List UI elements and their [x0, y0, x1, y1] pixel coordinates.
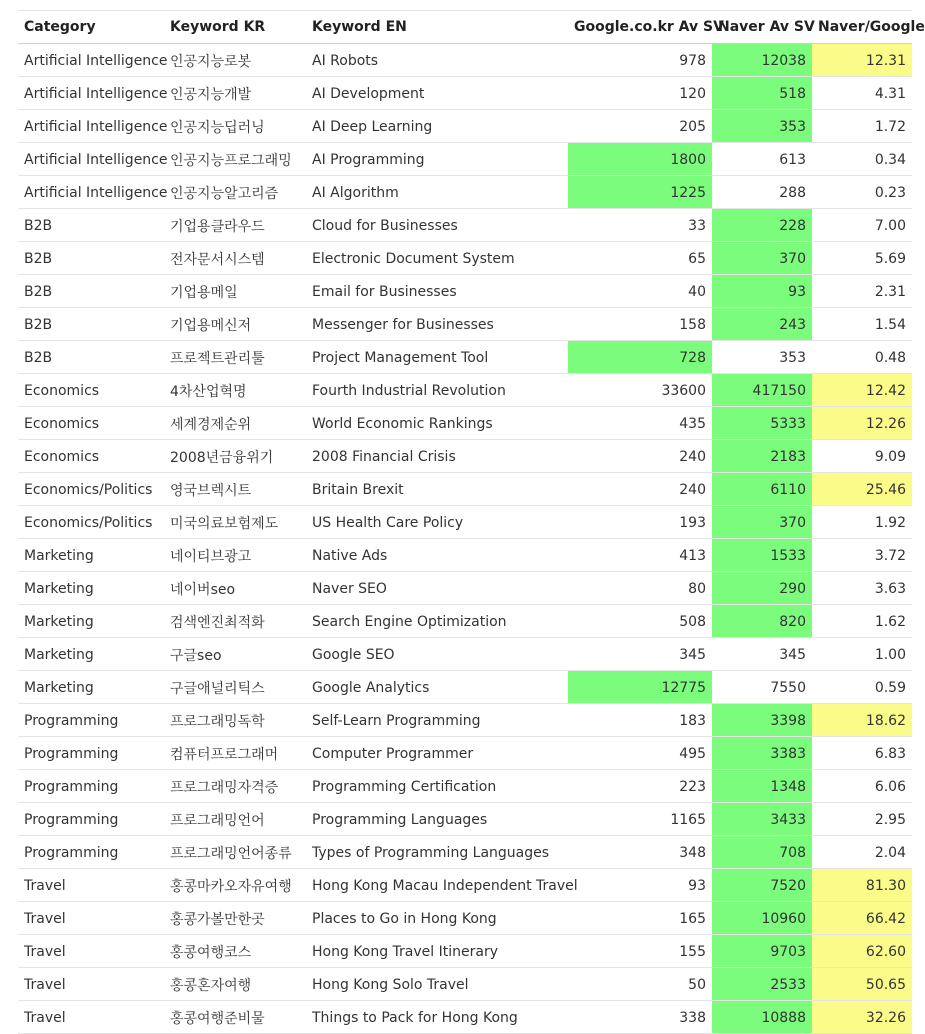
- cell-naver-sv: 10888: [712, 1001, 812, 1034]
- cell-category: Travel: [18, 902, 164, 935]
- table-row: [18, 935, 912, 968]
- cell-ratio: 12.42: [812, 374, 912, 407]
- cell-category: Marketing: [18, 539, 164, 572]
- cell-keyword-kr: 2008년금융위기: [164, 440, 306, 473]
- cell-naver-sv: 5333: [712, 407, 812, 440]
- cell-category: Artificial Intelligence: [18, 44, 164, 77]
- cell-ratio: 6.83: [812, 737, 912, 770]
- cell-google-sv: 12775: [568, 671, 712, 704]
- cell-keyword-en: AI Programming: [306, 143, 568, 176]
- cell-google-sv: 80: [568, 572, 712, 605]
- cell-keyword-kr: 영국브렉시트: [164, 473, 306, 506]
- cell-google-sv: 1165: [568, 803, 712, 836]
- cell-keyword-en: Hong Kong Macau Independent Travel: [306, 869, 568, 902]
- cell-category: Programming: [18, 836, 164, 869]
- cell-category: Marketing: [18, 605, 164, 638]
- keyword-table: [18, 10, 925, 1034]
- table-row: [18, 407, 912, 440]
- cell-ratio: 3.72: [812, 539, 912, 572]
- cell-naver-sv: 6110: [712, 473, 812, 506]
- cell-keyword-en: Programming Certification: [306, 770, 568, 803]
- table-row: [18, 209, 912, 242]
- cell-keyword-kr: 프로젝트관리툴: [164, 341, 306, 374]
- table-row: [18, 770, 912, 803]
- cell-keyword-kr: 인공지능프로그래밍: [164, 143, 306, 176]
- cell-category: Artificial Intelligence: [18, 110, 164, 143]
- cell-category: Travel: [18, 935, 164, 968]
- cell-keyword-en: Computer Programmer: [306, 737, 568, 770]
- cell-ratio: 1.72: [812, 110, 912, 143]
- cell-keyword-en: Naver SEO: [306, 572, 568, 605]
- cell-ratio: 50.65: [812, 968, 912, 1001]
- cell-keyword-kr: 프로그래밍언어종류: [164, 836, 306, 869]
- cell-keyword-kr: 홍콩여행코스: [164, 935, 306, 968]
- table-row: [18, 473, 912, 506]
- cell-google-sv: 413: [568, 539, 712, 572]
- cell-keyword-en: Hong Kong Solo Travel: [306, 968, 568, 1001]
- cell-ratio: 1.54: [812, 308, 912, 341]
- cell-ratio: 18.62: [812, 704, 912, 737]
- cell-naver-sv: 708: [712, 836, 812, 869]
- cell-naver-sv: 613: [712, 143, 812, 176]
- cell-google-sv: 193: [568, 506, 712, 539]
- cell-google-sv: 978: [568, 44, 712, 77]
- cell-keyword-en: Email for Businesses: [306, 275, 568, 308]
- cell-category: B2B: [18, 209, 164, 242]
- cell-keyword-kr: 기업용클라우드: [164, 209, 306, 242]
- cell-ratio: 1.92: [812, 506, 912, 539]
- cell-keyword-en: Places to Go in Hong Kong: [306, 902, 568, 935]
- cell-google-sv: 33600: [568, 374, 712, 407]
- cell-naver-sv: 7520: [712, 869, 812, 902]
- cell-keyword-kr: 구글seo: [164, 638, 306, 671]
- cell-google-sv: 50: [568, 968, 712, 1001]
- cell-category: B2B: [18, 308, 164, 341]
- cell-keyword-en: Programming Languages: [306, 803, 568, 836]
- cell-naver-sv: 3383: [712, 737, 812, 770]
- cell-category: Economics: [18, 440, 164, 473]
- cell-naver-sv: 518: [712, 77, 812, 110]
- table-row: [18, 506, 912, 539]
- cell-category: Programming: [18, 737, 164, 770]
- cell-category: Travel: [18, 1001, 164, 1034]
- cell-naver-sv: 345: [712, 638, 812, 671]
- table-row: [18, 572, 912, 605]
- cell-naver-sv: 2183: [712, 440, 812, 473]
- cell-google-sv: 205: [568, 110, 712, 143]
- cell-naver-sv: 243: [712, 308, 812, 341]
- cell-ratio: 0.48: [812, 341, 912, 374]
- cell-google-sv: 348: [568, 836, 712, 869]
- cell-keyword-en: Search Engine Optimization: [306, 605, 568, 638]
- table-row: [18, 374, 912, 407]
- cell-keyword-en: Britain Brexit: [306, 473, 568, 506]
- cell-category: Economics/Politics: [18, 473, 164, 506]
- cell-naver-sv: 290: [712, 572, 812, 605]
- cell-keyword-en: Self-Learn Programming: [306, 704, 568, 737]
- cell-ratio: 3.63: [812, 572, 912, 605]
- cell-keyword-en: AI Algorithm: [306, 176, 568, 209]
- cell-category: Travel: [18, 968, 164, 1001]
- cell-ratio: 25.46: [812, 473, 912, 506]
- cell-keyword-en: Project Management Tool: [306, 341, 568, 374]
- cell-google-sv: 223: [568, 770, 712, 803]
- cell-google-sv: 120: [568, 77, 712, 110]
- cell-keyword-en: AI Robots: [306, 44, 568, 77]
- cell-keyword-kr: 구글애널리틱스: [164, 671, 306, 704]
- table-row: [18, 275, 912, 308]
- cell-google-sv: 240: [568, 473, 712, 506]
- cell-keyword-kr: 홍콩마카오자유여행: [164, 869, 306, 902]
- cell-category: Artificial Intelligence: [18, 143, 164, 176]
- cell-category: Economics/Politics: [18, 506, 164, 539]
- cell-category: Programming: [18, 770, 164, 803]
- cell-google-sv: 158: [568, 308, 712, 341]
- cell-ratio: 32.26: [812, 1001, 912, 1034]
- cell-category: Marketing: [18, 572, 164, 605]
- cell-category: Artificial Intelligence: [18, 77, 164, 110]
- cell-naver-sv: 288: [712, 176, 812, 209]
- header-naver-sv: Naver Av SV: [712, 11, 812, 44]
- cell-category: Marketing: [18, 671, 164, 704]
- cell-keyword-kr: 검색엔진최적화: [164, 605, 306, 638]
- cell-ratio: 0.34: [812, 143, 912, 176]
- cell-naver-sv: 417150: [712, 374, 812, 407]
- cell-keyword-kr: 인공지능딥러닝: [164, 110, 306, 143]
- cell-ratio: 6.06: [812, 770, 912, 803]
- cell-keyword-en: Things to Pack for Hong Kong: [306, 1001, 568, 1034]
- cell-naver-sv: 2533: [712, 968, 812, 1001]
- cell-keyword-en: 2008 Financial Crisis: [306, 440, 568, 473]
- cell-ratio: 9.09: [812, 440, 912, 473]
- cell-keyword-kr: 미국의료보험제도: [164, 506, 306, 539]
- table-row: [18, 440, 912, 473]
- cell-keyword-en: Messenger for Businesses: [306, 308, 568, 341]
- cell-category: Economics: [18, 374, 164, 407]
- cell-category: Economics: [18, 407, 164, 440]
- table-row: [18, 902, 912, 935]
- cell-ratio: 12.26: [812, 407, 912, 440]
- cell-keyword-kr: 프로그래밍자격증: [164, 770, 306, 803]
- cell-naver-sv: 7550: [712, 671, 812, 704]
- cell-keyword-en: AI Deep Learning: [306, 110, 568, 143]
- cell-category: Programming: [18, 704, 164, 737]
- cell-ratio: 7.00: [812, 209, 912, 242]
- table-row: [18, 803, 912, 836]
- cell-naver-sv: 3398: [712, 704, 812, 737]
- cell-google-sv: 183: [568, 704, 712, 737]
- cell-keyword-kr: 세계경제순위: [164, 407, 306, 440]
- cell-google-sv: 65: [568, 242, 712, 275]
- cell-keyword-kr: 기업용메신저: [164, 308, 306, 341]
- cell-ratio: 4.31: [812, 77, 912, 110]
- cell-naver-sv: 3433: [712, 803, 812, 836]
- cell-naver-sv: 353: [712, 110, 812, 143]
- cell-ratio: 1.00: [812, 638, 912, 671]
- table-row: [18, 869, 912, 902]
- cell-category: B2B: [18, 275, 164, 308]
- table-row: [18, 77, 912, 110]
- cell-keyword-kr: 컴퓨터프로그래머: [164, 737, 306, 770]
- cell-google-sv: 1800: [568, 143, 712, 176]
- cell-keyword-kr: 인공지능개발: [164, 77, 306, 110]
- header-google-sv: Google.co.kr Av SV: [568, 11, 712, 44]
- cell-keyword-en: Google Analytics: [306, 671, 568, 704]
- cell-keyword-kr: 인공지능알고리즘: [164, 176, 306, 209]
- table-row: [18, 671, 912, 704]
- cell-ratio: 2.31: [812, 275, 912, 308]
- table-row: [18, 968, 912, 1001]
- cell-keyword-kr: 네이버seo: [164, 572, 306, 605]
- cell-keyword-en: Google SEO: [306, 638, 568, 671]
- table-row: [18, 638, 912, 671]
- cell-keyword-kr: 홍콩혼자여행: [164, 968, 306, 1001]
- cell-google-sv: 508: [568, 605, 712, 638]
- cell-keyword-en: Types of Programming Languages: [306, 836, 568, 869]
- table-row: [18, 539, 912, 572]
- cell-ratio: 2.04: [812, 836, 912, 869]
- header-keyword-kr: Keyword KR: [164, 11, 306, 44]
- cell-google-sv: 435: [568, 407, 712, 440]
- cell-ratio: 2.95: [812, 803, 912, 836]
- table-body: [18, 44, 912, 1034]
- cell-google-sv: 155: [568, 935, 712, 968]
- cell-keyword-en: US Health Care Policy: [306, 506, 568, 539]
- cell-ratio: 1.62: [812, 605, 912, 638]
- cell-keyword-kr: 홍콩가볼만한곳: [164, 902, 306, 935]
- cell-naver-sv: 1348: [712, 770, 812, 803]
- cell-keyword-kr: 인공지능로봇: [164, 44, 306, 77]
- table-row: [18, 143, 912, 176]
- cell-ratio: 62.60: [812, 935, 912, 968]
- cell-naver-sv: 353: [712, 341, 812, 374]
- cell-keyword-en: Electronic Document System: [306, 242, 568, 275]
- cell-naver-sv: 12038: [712, 44, 812, 77]
- cell-ratio: 0.59: [812, 671, 912, 704]
- table-row: [18, 341, 912, 374]
- cell-keyword-en: Cloud for Businesses: [306, 209, 568, 242]
- cell-keyword-en: World Economic Rankings: [306, 407, 568, 440]
- cell-naver-sv: 228: [712, 209, 812, 242]
- cell-keyword-kr: 홍콩여행준비물: [164, 1001, 306, 1034]
- table-row: [18, 1001, 912, 1034]
- table-row: [18, 836, 912, 869]
- table-header-row: [18, 11, 912, 44]
- table-row: [18, 110, 912, 143]
- cell-category: Programming: [18, 803, 164, 836]
- cell-keyword-kr: 프로그래밍언어: [164, 803, 306, 836]
- cell-keyword-kr: 프로그래밍독학: [164, 704, 306, 737]
- cell-naver-sv: 1533: [712, 539, 812, 572]
- cell-google-sv: 345: [568, 638, 712, 671]
- cell-naver-sv: 10960: [712, 902, 812, 935]
- cell-keyword-en: Hong Kong Travel Itinerary: [306, 935, 568, 968]
- cell-ratio: 81.30: [812, 869, 912, 902]
- cell-naver-sv: 370: [712, 506, 812, 539]
- cell-ratio: 5.69: [812, 242, 912, 275]
- cell-google-sv: 165: [568, 902, 712, 935]
- cell-ratio: 12.31: [812, 44, 912, 77]
- header-keyword-en: Keyword EN: [306, 11, 568, 44]
- cell-google-sv: 495: [568, 737, 712, 770]
- cell-keyword-kr: 네이티브광고: [164, 539, 306, 572]
- cell-ratio: 66.42: [812, 902, 912, 935]
- header-ratio: Naver/Google: [812, 11, 912, 44]
- cell-keyword-en: Fourth Industrial Revolution: [306, 374, 568, 407]
- cell-category: Travel: [18, 869, 164, 902]
- table-row: [18, 704, 912, 737]
- table-row: [18, 176, 912, 209]
- cell-google-sv: 1225: [568, 176, 712, 209]
- header-category: Category: [18, 11, 164, 44]
- cell-keyword-en: AI Development: [306, 77, 568, 110]
- cell-google-sv: 728: [568, 341, 712, 374]
- table-row: [18, 242, 912, 275]
- cell-naver-sv: 820: [712, 605, 812, 638]
- cell-google-sv: 33: [568, 209, 712, 242]
- cell-google-sv: 40: [568, 275, 712, 308]
- cell-category: Marketing: [18, 638, 164, 671]
- table-row: [18, 308, 912, 341]
- cell-keyword-kr: 전자문서시스템: [164, 242, 306, 275]
- cell-keyword-kr: 4차산업혁명: [164, 374, 306, 407]
- cell-keyword-kr: 기업용메일: [164, 275, 306, 308]
- cell-google-sv: 93: [568, 869, 712, 902]
- table-row: [18, 737, 912, 770]
- cell-google-sv: 240: [568, 440, 712, 473]
- cell-naver-sv: 370: [712, 242, 812, 275]
- cell-keyword-en: Native Ads: [306, 539, 568, 572]
- cell-naver-sv: 9703: [712, 935, 812, 968]
- cell-naver-sv: 93: [712, 275, 812, 308]
- cell-google-sv: 338: [568, 1001, 712, 1034]
- cell-ratio: 0.23: [812, 176, 912, 209]
- table-row: [18, 605, 912, 638]
- keyword-table-container: [18, 10, 925, 1034]
- table-row: [18, 44, 912, 77]
- cell-category: B2B: [18, 341, 164, 374]
- cell-category: Artificial Intelligence: [18, 176, 164, 209]
- cell-category: B2B: [18, 242, 164, 275]
